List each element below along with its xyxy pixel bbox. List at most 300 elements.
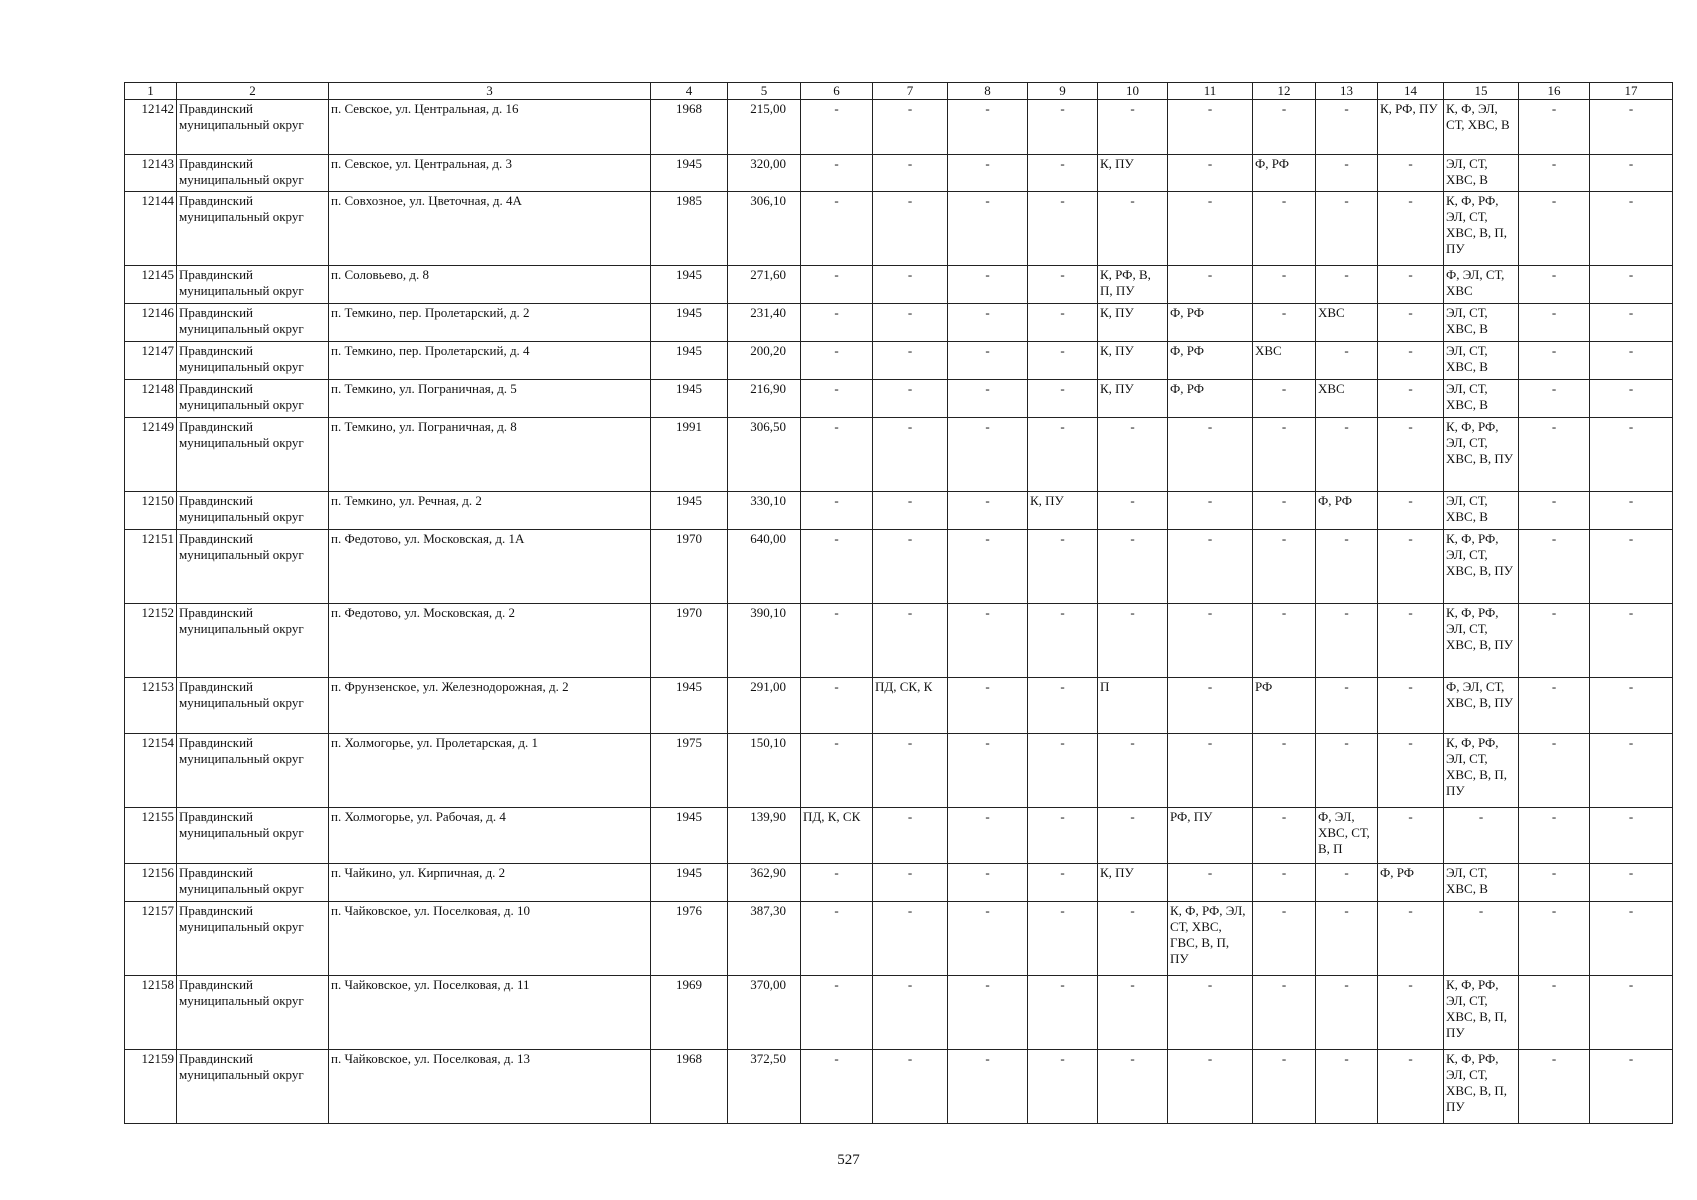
table-cell-col-6: - [801, 380, 873, 418]
column-header-8: 8 [948, 83, 1028, 100]
table-cell-col-17: - [1590, 734, 1673, 808]
table-cell-col-10: - [1098, 902, 1168, 976]
table-cell-col-7: - [873, 304, 948, 342]
table-cell-col-14: - [1378, 976, 1444, 1050]
table-cell-col-10: К, ПУ [1098, 342, 1168, 380]
table-cell-col-10: - [1098, 1050, 1168, 1124]
table-cell-col-11: Ф, РФ [1168, 342, 1253, 380]
table-cell-col-8: - [948, 192, 1028, 266]
table-cell-col-8: - [948, 976, 1028, 1050]
table-cell-col-12: - [1253, 1050, 1316, 1124]
table-cell-col-16: - [1519, 380, 1590, 418]
table-cell-col-3: п. Темкино, пер. Пролетарский, д. 4 [329, 342, 651, 380]
table-cell-col-10: - [1098, 530, 1168, 604]
table-cell-col-2: Правдинский муниципальный округ [177, 192, 329, 266]
table-cell-col-13: - [1316, 100, 1378, 155]
table-cell-col-9: - [1028, 902, 1098, 976]
table-cell-col-5: 231,40 [728, 304, 801, 342]
table-cell-col-2: Правдинский муниципальный округ [177, 604, 329, 678]
table-cell-col-5: 215,00 [728, 100, 801, 155]
table-cell-col-15: К, Ф, РФ, ЭЛ, СТ, ХВС, В, ПУ [1444, 530, 1519, 604]
table-cell-col-2: Правдинский муниципальный округ [177, 100, 329, 155]
table-cell-col-3: п. Севское, ул. Центральная, д. 16 [329, 100, 651, 155]
table-cell-col-16: - [1519, 1050, 1590, 1124]
table-cell-col-4: 1945 [651, 266, 728, 304]
table-cell-col-3: п. Федотово, ул. Московская, д. 2 [329, 604, 651, 678]
table-cell-col-12: - [1253, 864, 1316, 902]
table-cell-col-14: - [1378, 155, 1444, 192]
table-cell-col-3: п. Темкино, ул. Пограничная, д. 5 [329, 380, 651, 418]
table-cell-col-4: 1945 [651, 492, 728, 530]
table-cell-col-15: Ф, ЭЛ, СТ, ХВС [1444, 266, 1519, 304]
table-cell-col-9: - [1028, 418, 1098, 492]
table-cell-col-15: ЭЛ, СТ, ХВС, В [1444, 864, 1519, 902]
table-cell-col-10: К, РФ, В, П, ПУ [1098, 266, 1168, 304]
table-cell-col-10: К, ПУ [1098, 155, 1168, 192]
table-cell-col-9: - [1028, 678, 1098, 734]
table-cell-col-1: 12145 [125, 266, 177, 304]
table-cell-col-10: - [1098, 418, 1168, 492]
table-cell-col-7: - [873, 418, 948, 492]
table-cell-col-11: - [1168, 155, 1253, 192]
table-row [125, 976, 1673, 1050]
table-cell-col-9: - [1028, 808, 1098, 864]
table-cell-col-2: Правдинский муниципальный округ [177, 342, 329, 380]
table-cell-col-1: 12150 [125, 492, 177, 530]
table-cell-col-13: - [1316, 734, 1378, 808]
table-cell-col-15: К, Ф, РФ, ЭЛ, СТ, ХВС, В, П, ПУ [1444, 1050, 1519, 1124]
table-cell-col-16: - [1519, 678, 1590, 734]
table-cell-col-4: 1975 [651, 734, 728, 808]
table-cell-col-11: - [1168, 192, 1253, 266]
table-cell-col-5: 306,50 [728, 418, 801, 492]
table-cell-col-4: 1970 [651, 530, 728, 604]
table-cell-col-5: 200,20 [728, 342, 801, 380]
table-cell-col-16: - [1519, 342, 1590, 380]
table-row [125, 192, 1673, 266]
table-cell-col-7: - [873, 530, 948, 604]
table-cell-col-13: - [1316, 1050, 1378, 1124]
table-cell-col-14: - [1378, 492, 1444, 530]
table-cell-col-16: - [1519, 418, 1590, 492]
table-cell-col-1: 12144 [125, 192, 177, 266]
table-cell-col-4: 1945 [651, 864, 728, 902]
table-cell-col-7: - [873, 1050, 948, 1124]
table-cell-col-11: - [1168, 266, 1253, 304]
table-cell-col-13: - [1316, 418, 1378, 492]
table-cell-col-1: 12142 [125, 100, 177, 155]
column-header-7: 7 [873, 83, 948, 100]
table-cell-col-8: - [948, 304, 1028, 342]
table-cell-col-14: - [1378, 304, 1444, 342]
table-row [125, 902, 1673, 976]
table-cell-col-4: 1968 [651, 100, 728, 155]
table-cell-col-7: - [873, 902, 948, 976]
table-cell-col-13: Ф, РФ [1316, 492, 1378, 530]
table-cell-col-2: Правдинский муниципальный округ [177, 380, 329, 418]
table-cell-col-13: - [1316, 902, 1378, 976]
table-cell-col-14: - [1378, 418, 1444, 492]
table-cell-col-13: Ф, ЭЛ, ХВС, СТ, В, П [1316, 808, 1378, 864]
table-row [125, 808, 1673, 864]
column-header-17: 17 [1590, 83, 1673, 100]
table-row [125, 492, 1673, 530]
table-cell-col-2: Правдинский муниципальный округ [177, 155, 329, 192]
table-cell-col-11: - [1168, 530, 1253, 604]
table-cell-col-15: ЭЛ, СТ, ХВС, В [1444, 304, 1519, 342]
table-cell-col-12: РФ [1253, 678, 1316, 734]
table-cell-col-14: - [1378, 342, 1444, 380]
table-cell-col-14: - [1378, 808, 1444, 864]
table-cell-col-9: - [1028, 100, 1098, 155]
table-cell-col-10: К, ПУ [1098, 304, 1168, 342]
table-cell-col-14: К, РФ, ПУ [1378, 100, 1444, 155]
table-cell-col-9: - [1028, 304, 1098, 342]
table-cell-col-15: - [1444, 902, 1519, 976]
table-cell-col-7: - [873, 192, 948, 266]
table-cell-col-10: - [1098, 100, 1168, 155]
table-cell-col-6: - [801, 530, 873, 604]
table-cell-col-10: К, ПУ [1098, 864, 1168, 902]
table-cell-col-3: п. Чайковское, ул. Поселковая, д. 11 [329, 976, 651, 1050]
table-row [125, 678, 1673, 734]
table-cell-col-1: 12159 [125, 1050, 177, 1124]
table-cell-col-11: - [1168, 1050, 1253, 1124]
table-cell-col-11: - [1168, 678, 1253, 734]
column-number-row [125, 83, 1673, 100]
table-cell-col-16: - [1519, 976, 1590, 1050]
table-cell-col-2: Правдинский муниципальный округ [177, 1050, 329, 1124]
table-cell-col-1: 12157 [125, 902, 177, 976]
table-cell-col-11: - [1168, 492, 1253, 530]
table-cell-col-17: - [1590, 530, 1673, 604]
table-cell-col-15: Ф, ЭЛ, СТ, ХВС, В, ПУ [1444, 678, 1519, 734]
table-cell-col-7: - [873, 380, 948, 418]
table-cell-col-16: - [1519, 155, 1590, 192]
table-cell-col-4: 1970 [651, 604, 728, 678]
table-cell-col-7: - [873, 864, 948, 902]
table-cell-col-12: ХВС [1253, 342, 1316, 380]
table-row [125, 418, 1673, 492]
table-cell-col-6: - [801, 304, 873, 342]
table-cell-col-4: 1945 [651, 342, 728, 380]
table-cell-col-13: - [1316, 155, 1378, 192]
table-cell-col-11: РФ, ПУ [1168, 808, 1253, 864]
table-row [125, 1050, 1673, 1124]
table-cell-col-6: - [801, 604, 873, 678]
table-cell-col-12: Ф, РФ [1253, 155, 1316, 192]
table-cell-col-3: п. Фрунзенское, ул. Железнодорожная, д. 2 [329, 678, 651, 734]
table-cell-col-12: - [1253, 380, 1316, 418]
table-cell-col-13: - [1316, 266, 1378, 304]
table-cell-col-17: - [1590, 266, 1673, 304]
table-cell-col-5: 139,90 [728, 808, 801, 864]
table-cell-col-4: 1976 [651, 902, 728, 976]
table-cell-col-12: - [1253, 976, 1316, 1050]
table-cell-col-11: - [1168, 100, 1253, 155]
table-cell-col-5: 362,90 [728, 864, 801, 902]
table-cell-col-12: - [1253, 492, 1316, 530]
table-cell-col-15: ЭЛ, СТ, ХВС, В [1444, 342, 1519, 380]
table-cell-col-12: - [1253, 304, 1316, 342]
table-cell-col-13: - [1316, 342, 1378, 380]
table-cell-col-2: Правдинский муниципальный округ [177, 976, 329, 1050]
table-cell-col-9: - [1028, 192, 1098, 266]
table-cell-col-9: - [1028, 530, 1098, 604]
table-cell-col-7: - [873, 342, 948, 380]
table-cell-col-15: - [1444, 808, 1519, 864]
table-cell-col-6: - [801, 864, 873, 902]
table-cell-col-8: - [948, 155, 1028, 192]
table-cell-col-12: - [1253, 604, 1316, 678]
page-number: 527 [837, 1152, 860, 1168]
table-cell-col-6: - [801, 902, 873, 976]
table-cell-col-2: Правдинский муниципальный округ [177, 864, 329, 902]
table-cell-col-15: ЭЛ, СТ, ХВС, В [1444, 492, 1519, 530]
table-cell-col-2: Правдинский муниципальный округ [177, 492, 329, 530]
table-cell-col-4: 1945 [651, 808, 728, 864]
table-cell-col-17: - [1590, 976, 1673, 1050]
table-cell-col-11: Ф, РФ [1168, 304, 1253, 342]
table-cell-col-8: - [948, 864, 1028, 902]
table-cell-col-1: 12156 [125, 864, 177, 902]
table-row [125, 604, 1673, 678]
table-cell-col-9: - [1028, 604, 1098, 678]
table-row [125, 100, 1673, 155]
table-cell-col-10: - [1098, 192, 1168, 266]
table-cell-col-14: - [1378, 678, 1444, 734]
table-cell-col-5: 150,10 [728, 734, 801, 808]
column-header-2: 2 [177, 83, 329, 100]
table-cell-col-6: - [801, 266, 873, 304]
table-cell-col-6: ПД, К, СК [801, 808, 873, 864]
table-cell-col-7: - [873, 734, 948, 808]
table-cell-col-6: - [801, 734, 873, 808]
table-cell-col-4: 1968 [651, 1050, 728, 1124]
table-cell-col-13: - [1316, 604, 1378, 678]
registry-table [124, 82, 1673, 1124]
table-cell-col-4: 1945 [651, 155, 728, 192]
column-header-6: 6 [801, 83, 873, 100]
table-cell-col-6: - [801, 342, 873, 380]
table-cell-col-7: - [873, 100, 948, 155]
table-cell-col-5: 370,00 [728, 976, 801, 1050]
table-cell-col-1: 12154 [125, 734, 177, 808]
table-row [125, 266, 1673, 304]
table-body [125, 100, 1673, 1124]
table-cell-col-2: Правдинский муниципальный округ [177, 530, 329, 604]
table-cell-col-13: - [1316, 530, 1378, 604]
table-cell-col-10: - [1098, 976, 1168, 1050]
table-cell-col-2: Правдинский муниципальный округ [177, 902, 329, 976]
table-cell-col-1: 12152 [125, 604, 177, 678]
table-cell-col-12: - [1253, 808, 1316, 864]
table-cell-col-13: - [1316, 192, 1378, 266]
table-cell-col-17: - [1590, 418, 1673, 492]
table-cell-col-3: п. Соловьево, д. 8 [329, 266, 651, 304]
table-cell-col-11: К, Ф, РФ, ЭЛ, СТ, ХВС, ГВС, В, П, ПУ [1168, 902, 1253, 976]
table-cell-col-2: Правдинский муниципальный округ [177, 418, 329, 492]
table-cell-col-11: Ф, РФ [1168, 380, 1253, 418]
table-cell-col-9: К, ПУ [1028, 492, 1098, 530]
table-cell-col-5: 216,90 [728, 380, 801, 418]
table-cell-col-6: - [801, 492, 873, 530]
table-row [125, 155, 1673, 192]
table-cell-col-6: - [801, 155, 873, 192]
table-cell-col-8: - [948, 1050, 1028, 1124]
table-cell-col-17: - [1590, 1050, 1673, 1124]
column-header-9: 9 [1028, 83, 1098, 100]
table-cell-col-14: Ф, РФ [1378, 864, 1444, 902]
table-cell-col-8: - [948, 530, 1028, 604]
table-cell-col-6: - [801, 678, 873, 734]
column-header-5: 5 [728, 83, 801, 100]
table-cell-col-17: - [1590, 100, 1673, 155]
table-cell-col-9: - [1028, 342, 1098, 380]
table-cell-col-8: - [948, 902, 1028, 976]
table-cell-col-9: - [1028, 155, 1098, 192]
table-cell-col-16: - [1519, 304, 1590, 342]
column-header-16: 16 [1519, 83, 1590, 100]
table-cell-col-15: К, Ф, РФ, ЭЛ, СТ, ХВС, В, П, ПУ [1444, 734, 1519, 808]
column-header-4: 4 [651, 83, 728, 100]
table-cell-col-8: - [948, 678, 1028, 734]
table-cell-col-1: 12158 [125, 976, 177, 1050]
column-header-11: 11 [1168, 83, 1253, 100]
table-cell-col-9: - [1028, 380, 1098, 418]
table-cell-col-12: - [1253, 418, 1316, 492]
table-row [125, 734, 1673, 808]
table-cell-col-17: - [1590, 604, 1673, 678]
table-cell-col-16: - [1519, 864, 1590, 902]
table-cell-col-14: - [1378, 530, 1444, 604]
table-cell-col-15: ЭЛ, СТ, ХВС, В [1444, 155, 1519, 192]
table-cell-col-5: 372,50 [728, 1050, 801, 1124]
table-cell-col-9: - [1028, 734, 1098, 808]
column-header-10: 10 [1098, 83, 1168, 100]
table-row [125, 342, 1673, 380]
table-cell-col-8: - [948, 808, 1028, 864]
table-cell-col-3: п. Севское, ул. Центральная, д. 3 [329, 155, 651, 192]
table-cell-col-17: - [1590, 492, 1673, 530]
table-cell-col-5: 306,10 [728, 192, 801, 266]
table-cell-col-7: - [873, 155, 948, 192]
table-cell-col-10: - [1098, 808, 1168, 864]
table-cell-col-13: ХВС [1316, 304, 1378, 342]
table-cell-col-14: - [1378, 734, 1444, 808]
table-cell-col-2: Правдинский муниципальный округ [177, 304, 329, 342]
table-cell-col-1: 12146 [125, 304, 177, 342]
table-cell-col-6: - [801, 192, 873, 266]
table-cell-col-7: - [873, 492, 948, 530]
table-cell-col-2: Правдинский муниципальный округ [177, 808, 329, 864]
table-cell-col-1: 12155 [125, 808, 177, 864]
table-cell-col-4: 1985 [651, 192, 728, 266]
table-cell-col-5: 320,00 [728, 155, 801, 192]
column-header-12: 12 [1253, 83, 1316, 100]
table-cell-col-2: Правдинский муниципальный округ [177, 734, 329, 808]
table-cell-col-8: - [948, 418, 1028, 492]
table-cell-col-10: П [1098, 678, 1168, 734]
table-cell-col-12: - [1253, 734, 1316, 808]
table-cell-col-5: 330,10 [728, 492, 801, 530]
table-cell-col-8: - [948, 380, 1028, 418]
table-cell-col-13: - [1316, 864, 1378, 902]
column-header-1: 1 [125, 83, 177, 100]
table-cell-col-8: - [948, 266, 1028, 304]
table-cell-col-3: п. Чайкино, ул. Кирпичная, д. 2 [329, 864, 651, 902]
table-cell-col-14: - [1378, 192, 1444, 266]
table-cell-col-15: К, Ф, РФ, ЭЛ, СТ, ХВС, В, П, ПУ [1444, 192, 1519, 266]
table-cell-col-11: - [1168, 734, 1253, 808]
table-cell-col-4: 1945 [651, 304, 728, 342]
table-cell-col-3: п. Холмогорье, ул. Рабочая, д. 4 [329, 808, 651, 864]
table-cell-col-17: - [1590, 155, 1673, 192]
table-cell-col-3: п. Темкино, ул. Речная, д. 2 [329, 492, 651, 530]
table-cell-col-3: п. Чайковское, ул. Поселковая, д. 13 [329, 1050, 651, 1124]
table-cell-col-4: 1945 [651, 380, 728, 418]
table-cell-col-17: - [1590, 864, 1673, 902]
table-cell-col-7: - [873, 604, 948, 678]
table-cell-col-14: - [1378, 902, 1444, 976]
table-cell-col-8: - [948, 492, 1028, 530]
table-cell-col-10: - [1098, 492, 1168, 530]
table-cell-col-16: - [1519, 100, 1590, 155]
table-cell-col-15: ЭЛ, СТ, ХВС, В [1444, 380, 1519, 418]
table-cell-col-1: 12148 [125, 380, 177, 418]
table-cell-col-17: - [1590, 678, 1673, 734]
table-cell-col-6: - [801, 1050, 873, 1124]
table-cell-col-1: 12147 [125, 342, 177, 380]
table-cell-col-11: - [1168, 976, 1253, 1050]
table-cell-col-8: - [948, 734, 1028, 808]
column-header-14: 14 [1378, 83, 1444, 100]
table-cell-col-1: 12151 [125, 530, 177, 604]
table-cell-col-5: 291,00 [728, 678, 801, 734]
table-cell-col-13: - [1316, 976, 1378, 1050]
table-cell-col-16: - [1519, 530, 1590, 604]
table-cell-col-9: - [1028, 1050, 1098, 1124]
table-cell-col-12: - [1253, 266, 1316, 304]
table-cell-col-9: - [1028, 976, 1098, 1050]
table-cell-col-6: - [801, 976, 873, 1050]
table-row [125, 304, 1673, 342]
table-cell-col-4: 1945 [651, 678, 728, 734]
table-cell-col-4: 1991 [651, 418, 728, 492]
table-cell-col-10: - [1098, 734, 1168, 808]
table-cell-col-17: - [1590, 342, 1673, 380]
table-cell-col-1: 12153 [125, 678, 177, 734]
table-cell-col-14: - [1378, 380, 1444, 418]
table-cell-col-17: - [1590, 808, 1673, 864]
table-cell-col-10: - [1098, 604, 1168, 678]
table-cell-col-3: п. Чайковское, ул. Поселковая, д. 10 [329, 902, 651, 976]
table-cell-col-14: - [1378, 266, 1444, 304]
table-row [125, 864, 1673, 902]
table-cell-col-11: - [1168, 864, 1253, 902]
table-cell-col-16: - [1519, 734, 1590, 808]
table-cell-col-16: - [1519, 604, 1590, 678]
table-cell-col-13: ХВС [1316, 380, 1378, 418]
table-cell-col-16: - [1519, 902, 1590, 976]
table-cell-col-1: 12149 [125, 418, 177, 492]
table-cell-col-11: - [1168, 418, 1253, 492]
table-cell-col-10: К, ПУ [1098, 380, 1168, 418]
table-cell-col-15: К, Ф, РФ, ЭЛ, СТ, ХВС, В, ПУ [1444, 418, 1519, 492]
table-cell-col-15: К, Ф, РФ, ЭЛ, СТ, ХВС, В, ПУ [1444, 604, 1519, 678]
table-cell-col-15: К, Ф, ЭЛ, СТ, ХВС, В [1444, 100, 1519, 155]
table-cell-col-7: - [873, 808, 948, 864]
